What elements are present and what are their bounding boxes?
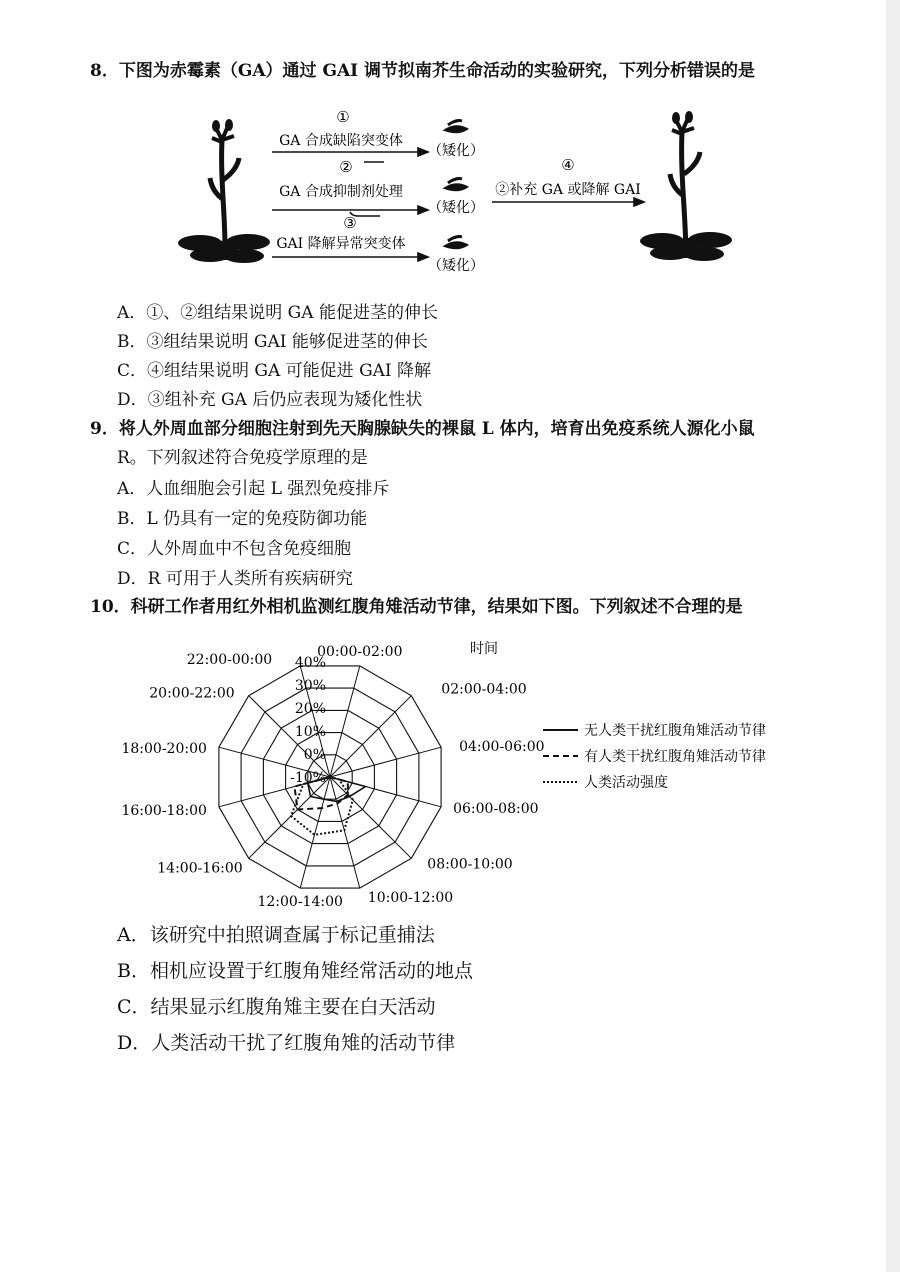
category-label: 08:00-10:00 [427,856,513,873]
q9-option-b: B．L 仍具有一定的免疫防御功能 [117,509,368,529]
radial-tick-label: 40% [294,655,326,671]
q10-option-d: D．人类活动干扰了红腹角雉的活动节律 [117,1032,456,1054]
radial-tick-label: 0% [303,747,326,763]
category-label: 04:00-06:00 [459,739,545,756]
legend-label-1: 无人类干扰红腹角雉活动节律 [584,723,766,739]
q9-option-d: D．R 可用于人类所有疾病研究 [117,569,353,589]
step-2-label: GA 合成抑制剂处理 [279,184,403,200]
q10-stem: 10．科研工作者用红外相机监测红腹角雉活动节律，结果如下图。下列叙述不合理的是 [90,597,743,617]
plant-right-icon [640,111,732,261]
category-label: 14:00-16:00 [157,860,243,877]
radar-spoke [330,777,411,858]
q10-option-c: C．结果显示红腹角雉主要在白天活动 [117,996,436,1018]
q9-option-a: A．人血细胞会引起 L 强烈免疫排斥 [117,479,390,499]
legend-label-2: 有人类干扰红腹角雉活动节律 [584,749,766,765]
category-label: 16:00-18:00 [121,802,207,819]
category-label: 06:00-08:00 [453,800,539,817]
q9-option-c: C．人外周血中不包含免疫细胞 [117,539,352,559]
category-label: 20:00-22:00 [149,685,235,702]
radar-spoke [249,777,330,858]
dwarf-label-1: （矮化） [428,143,484,159]
plant-left-icon [178,119,270,263]
step-4-label: ②补充 GA 或降解 GAI [495,182,641,198]
q8-option-a: A．①、②组结果说明 GA 能促进茎的伸长 [117,303,438,323]
step-1-number: ① [336,108,350,126]
category-label: 22:00-00:00 [186,651,273,668]
dwarf-plant-icon [446,121,466,248]
category-label: 18:00-20:00 [121,741,207,758]
radar-spoke [330,696,411,777]
dwarf-label-3: （矮化） [428,258,484,274]
category-label: 12:00-14:00 [257,894,343,911]
step-1-label: GA 合成缺陷突变体 [279,133,403,149]
step-3-number: ③ [343,214,357,232]
radial-tick-label: -10% [290,770,326,786]
legend-label-3: 人类活动强度 [584,775,668,791]
axis-title: 时间 [470,641,498,657]
step-3-label: GAI 降解异常突变体 [276,236,406,252]
q8-stem: 8．下图为赤霉素（GA）通过 GAI 调节拟南芥生命活动的实验研究，下列分析错误的是 [90,61,756,81]
q10-option-a: A．该研究中拍照调查属于标记重捕法 [117,924,435,946]
category-label: 02:00-04:00 [441,681,527,698]
q8-option-d: D．③组补充 GA 后仍应表现为矮化性状 [117,390,423,410]
q9-stem-line1: 9．将人外周血部分细胞注射到先天胸腺缺失的裸鼠 L 体内，培育出免疫系统人源化小鼠 [90,419,755,439]
q8-diagram [0,100,900,300]
radar-chart [0,625,900,915]
q8-option-b: B．③组结果说明 GAI 能够促进茎的伸长 [117,332,428,352]
step-2-number: ② [339,158,353,176]
radial-tick-label: 10% [294,724,326,740]
q8-option-c: C．④组结果说明 GA 可能促进 GAI 降解 [117,361,432,381]
category-label: 00:00-02:00 [317,643,403,660]
q9-stem-line2: R。下列叙述符合免疫学原理的是 [117,448,368,468]
radial-tick-label: 20% [294,701,326,717]
step-4-number: ④ [561,156,575,174]
dwarf-label-2: （矮化） [428,200,484,216]
q10-option-b: B．相机应设置于红腹角雉经常活动的地点 [117,960,473,982]
radial-tick-label: 30% [294,678,326,694]
category-label: 10:00-12:00 [367,890,454,907]
